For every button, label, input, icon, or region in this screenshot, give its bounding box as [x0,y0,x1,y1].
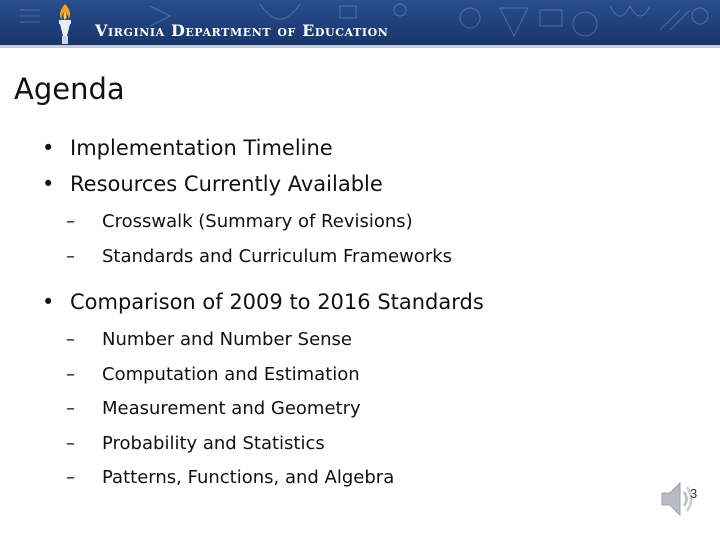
dash-marker: – [66,467,75,488]
list-subitem-text: Computation and Estimation [102,363,360,385]
list-subitem [30,358,690,393]
list-subitem [30,323,690,358]
dash-marker: – [66,432,75,454]
list-subitem [30,461,690,496]
torch-logo-icon [52,3,78,45]
agenda-list [30,130,690,496]
list-subitem [30,205,690,240]
list-subitem-text: Crosswalk (Summary of Revisions) [102,211,413,232]
list-subitem-text: Number and Number Sense [102,329,353,350]
list-subitem-text: Standards and Curriculum Frameworks [102,245,453,267]
list-subitem [30,392,690,427]
list-item-text: Comparison of 2009 to 2016 Standards [70,290,484,314]
dash-marker: – [66,398,75,419]
list-item-text: Resources Currently Available [70,172,383,196]
slide-title: Agenda [14,72,125,106]
dash-marker: – [66,363,75,385]
list-item [30,130,690,166]
list-item [30,284,690,320]
bullet-marker: • [42,172,55,196]
dash-marker: – [66,329,75,350]
bullet-marker: • [42,290,55,314]
banner-stripe [0,45,720,48]
header-banner [0,0,720,48]
list-subitem-text: Measurement and Geometry [102,398,361,419]
dash-marker: – [66,211,75,232]
list-subitem-text: Probability and Statistics [102,432,325,454]
page-number: 3 [690,486,698,501]
bullet-marker: • [42,136,55,160]
list-item [30,166,690,202]
list-subitem [30,240,690,275]
speaker-icon[interactable] [660,478,694,520]
dash-marker: – [66,245,75,267]
list-subitem-text: Patterns, Functions, and Algebra [102,467,395,488]
list-item-text: Implementation Timeline [70,136,333,160]
organization-name: Virginia Department of Education [95,21,389,40]
list-subitem [30,427,690,462]
